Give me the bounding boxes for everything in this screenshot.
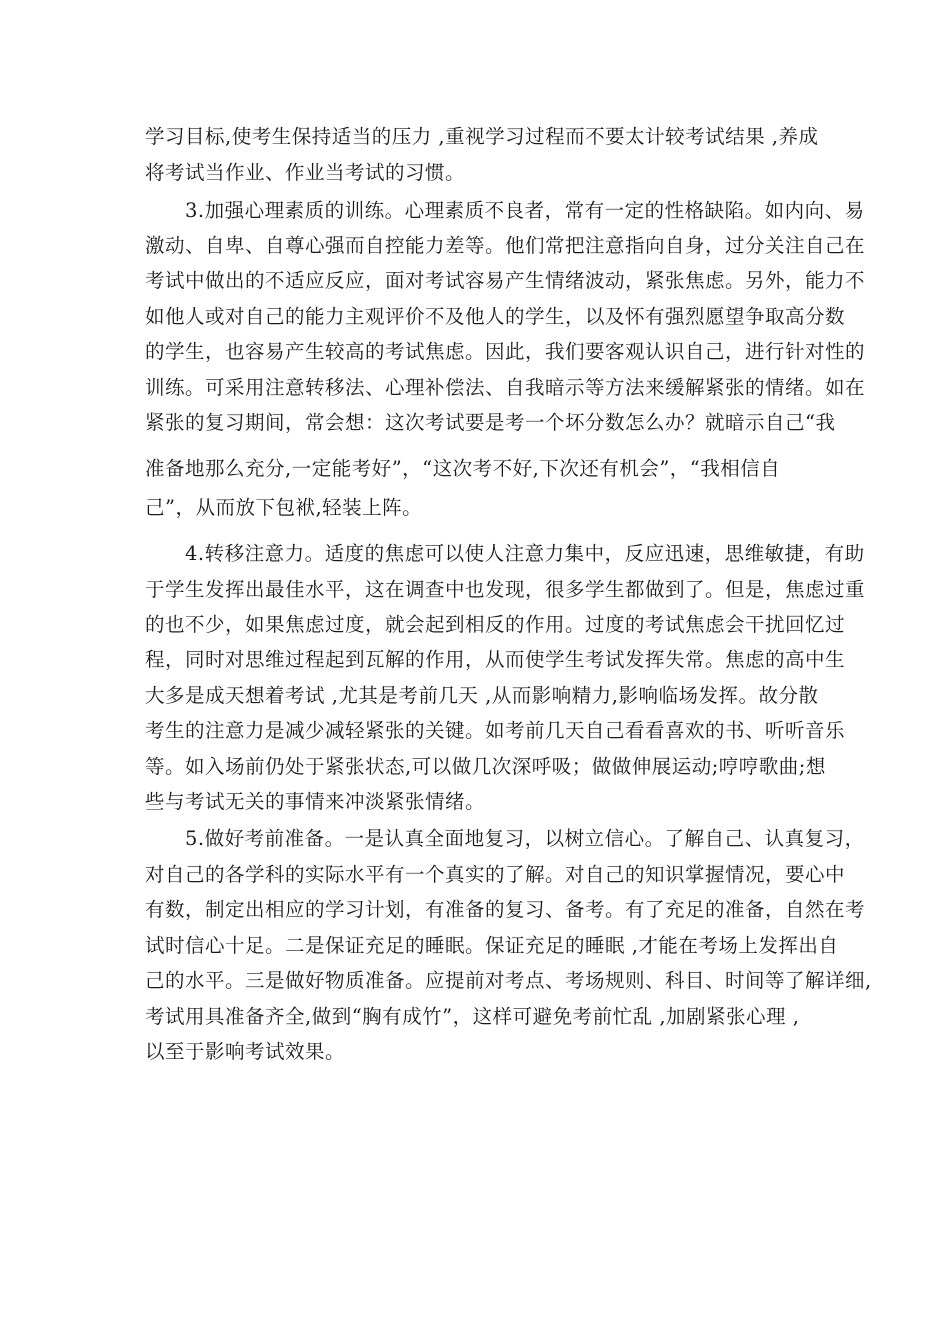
paragraph-4-line-1: 5.做好考前准备。一是认真全面地复习，以树立信心。了解自己、认真复习， <box>185 827 865 850</box>
paragraph-4-line-5: 己的水平。三是做好物质准备。应提前对考点、考场规则、科目、时间等了解详细, <box>145 969 872 992</box>
paragraph-3-line-4: 程，同时对思维过程起到瓦解的作用，从而使学生考试发挥失常。焦虑的高中生 <box>145 648 846 671</box>
paragraph-3-line-2: 于学生发挥出最佳水平，这在调查中也发现，很多学生都做到了。但是，焦虑过重 <box>145 578 866 601</box>
paragraph-2-line-7: 紧张的复习期间，常会想：这次考试要是考一个坏分数怎么办？就暗示自己“我 <box>145 411 836 434</box>
paragraph-2-line-4: 如他人或对自己的能力主观评价不及他人的学生，以及怀有强烈愿望争取高分数 <box>145 305 846 328</box>
paragraph-4-line-3: 有数，制定出相应的学习计划，有准备的复习、备考。有了充足的准备，自然在考 <box>145 898 866 921</box>
paragraph-4-line-4: 试时信心十足。二是保证充足的睡眠。保证充足的睡眠 ,才能在考场上发挥出自 <box>145 934 839 957</box>
paragraph-4-line-6: 考试用具准备齐全,做到“胸有成竹”，这样可避免考前忙乱 ,加剧紧张心理 , <box>145 1005 800 1028</box>
paragraph-2-line-6: 训练。可采用注意转移法、心理补偿法、自我暗示等方法来缓解紧张的情绪。如在 <box>145 376 866 399</box>
paragraph-2-line-3: 考试中做出的不适应反应，面对考试容易产生情绪波动，紧张焦虑。另外，能力不 <box>145 269 866 292</box>
paragraph-1-line-1: 学习目标,使考生保持适当的压力 ,重视学习过程而不要太计较考试结果 ,养成 <box>145 125 819 148</box>
paragraph-3-line-7: 等。如入场前仍处于紧张状态,可以做几次深呼吸；做做伸展运动;哼哼歌曲;想 <box>145 755 826 778</box>
paragraph-3-line-1: 4.转移注意力。适度的焦虑可以使人注意力集中，反应迅速，思维敏捷，有助 <box>185 542 865 565</box>
paragraph-3-line-5: 大多是成天想着考试 ,尤其是考前几天 ,从而影响精力,影响临场发挥。故分散 <box>145 684 819 707</box>
paragraph-3-line-6: 考生的注意力是减少减轻紧张的关键。如考前几天自己看看喜欢的书、听听音乐 <box>145 719 846 742</box>
paragraph-2-line-9: 己”，从而放下包袱,轻装上阵。 <box>145 496 423 519</box>
paragraph-4-line-2: 对自己的各学科的实际水平有一个真实的了解。对自己的知识掌握情况，要心中 <box>145 863 846 886</box>
paragraph-1-line-2: 将考试当作业、作业当考试的习惯。 <box>145 161 466 184</box>
paragraph-2-line-8: 准备地那么充分,一定能考好”，“这次考不好,下次还有机会”，“我相信自 <box>145 457 781 480</box>
paragraph-4-line-7: 以至于影响考试效果。 <box>145 1040 346 1063</box>
paragraph-2-line-1: 3.加强心理素质的训练。心理素质不良者，常有一定的性格缺陷。如内向、易 <box>185 199 865 222</box>
paragraph-2-line-5: 的学生，也容易产生较高的考试焦虑。因此，我们要客观认识自己，进行针对性的 <box>145 340 866 363</box>
paragraph-2-line-2: 激动、自卑、自尊心强而自控能力差等。他们常把注意指向自身，过分关注自己在 <box>145 234 866 257</box>
paragraph-3-line-3: 的也不少，如果焦虑过度，就会起到相反的作用。过度的考试焦虑会干扰回忆过 <box>145 613 846 636</box>
paragraph-3-line-8: 些与考试无关的事情来冲淡紧张情绪。 <box>145 790 486 813</box>
